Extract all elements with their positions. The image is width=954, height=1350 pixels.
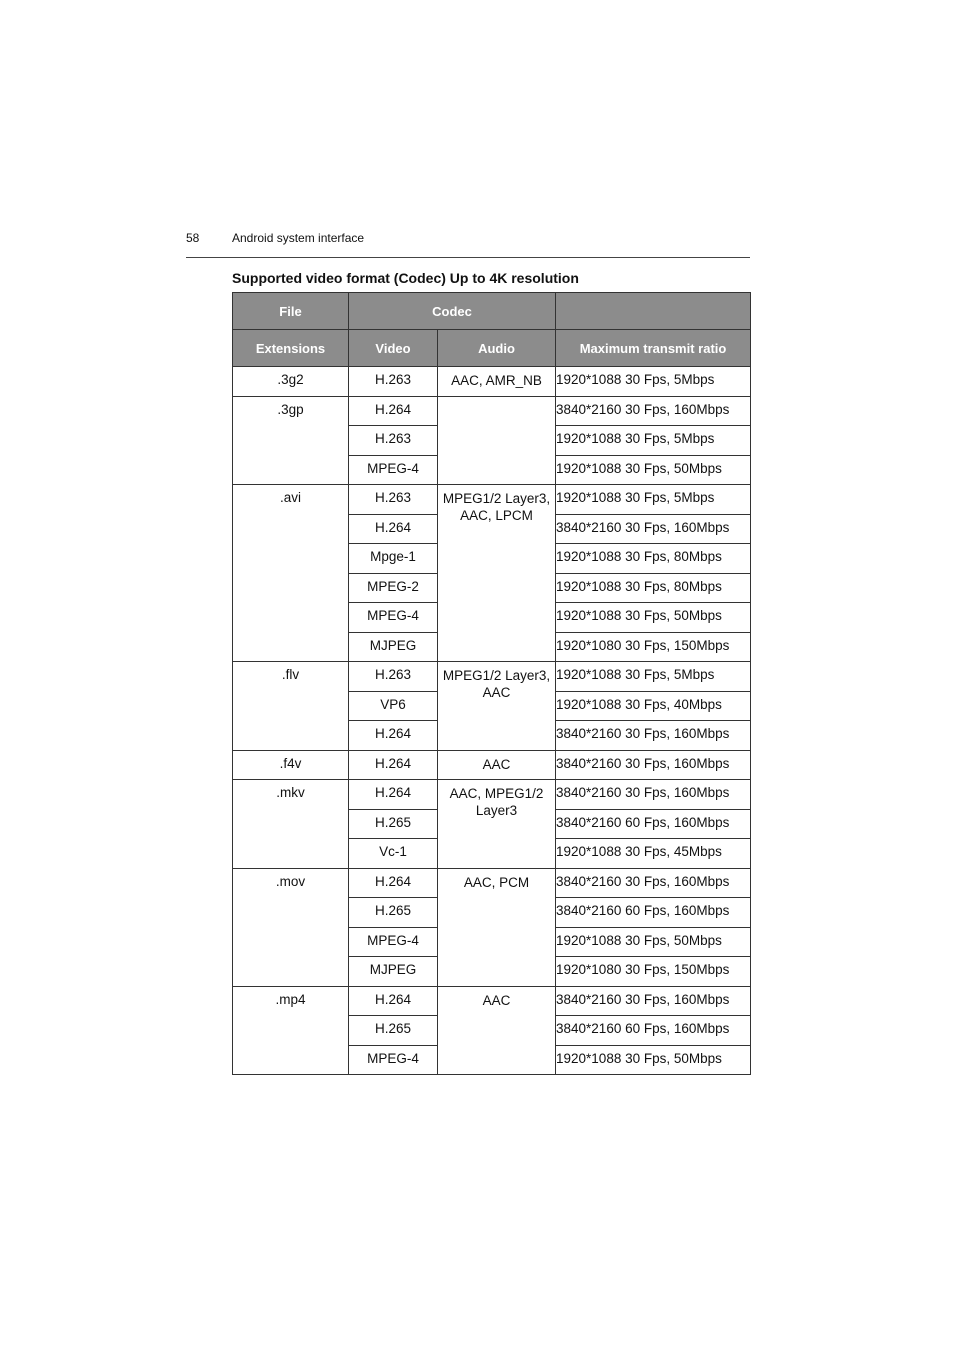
- video-cell: MPEG-4: [349, 603, 438, 633]
- header-video: Video: [349, 330, 438, 367]
- header-row-2: [233, 330, 751, 367]
- header-ratio: Maximum transmit ratio: [556, 330, 751, 367]
- video-cell: H.265: [349, 809, 438, 839]
- table-row: [233, 662, 751, 692]
- extension-cell: .mkv: [233, 780, 349, 869]
- ratio-cell: 3840*2160 60 Fps, 160Mbps: [556, 809, 751, 839]
- table-row: [233, 367, 751, 397]
- ratio-cell: 3840*2160 30 Fps, 160Mbps: [556, 514, 751, 544]
- video-cell: H.264: [349, 868, 438, 898]
- ratio-cell: 1920*1088 30 Fps, 80Mbps: [556, 573, 751, 603]
- audio-cell: [438, 396, 556, 485]
- ratio-cell: 1920*1088 30 Fps, 5Mbps: [556, 485, 751, 515]
- ratio-cell: 1920*1088 30 Fps, 80Mbps: [556, 544, 751, 574]
- video-cell: MJPEG: [349, 957, 438, 987]
- ratio-cell: 3840*2160 30 Fps, 160Mbps: [556, 780, 751, 810]
- ratio-cell: 1920*1088 30 Fps, 50Mbps: [556, 455, 751, 485]
- audio-cell: MPEG1/2 Layer3, AAC: [438, 662, 556, 751]
- page-header: [186, 229, 750, 258]
- extension-cell: .flv: [233, 662, 349, 751]
- extension-cell: .avi: [233, 485, 349, 662]
- extension-cell: .f4v: [233, 750, 349, 780]
- video-cell: MJPEG: [349, 632, 438, 662]
- table-row: [233, 750, 751, 780]
- table-row: [233, 485, 751, 515]
- ratio-cell: 3840*2160 30 Fps, 160Mbps: [556, 986, 751, 1016]
- table-body: [233, 367, 751, 1075]
- header-file: File: [233, 293, 349, 330]
- ratio-cell: 3840*2160 60 Fps, 160Mbps: [556, 1016, 751, 1046]
- ratio-cell: 1920*1088 30 Fps, 40Mbps: [556, 691, 751, 721]
- ratio-cell: 1920*1080 30 Fps, 150Mbps: [556, 957, 751, 987]
- header-extensions: Extensions: [233, 330, 349, 367]
- ratio-cell: 1920*1088 30 Fps, 5Mbps: [556, 367, 751, 397]
- video-cell: H.264: [349, 780, 438, 810]
- header-title: Android system interface: [232, 231, 365, 245]
- ratio-cell: 3840*2160 30 Fps, 160Mbps: [556, 750, 751, 780]
- ratio-cell: 1920*1088 30 Fps, 50Mbps: [556, 1045, 751, 1075]
- ratio-cell: 1920*1080 30 Fps, 150Mbps: [556, 632, 751, 662]
- video-cell: H.264: [349, 750, 438, 780]
- ratio-cell: 1920*1088 30 Fps, 50Mbps: [556, 603, 751, 633]
- audio-cell: MPEG1/2 Layer3, AAC, LPCM: [438, 485, 556, 662]
- video-cell: H.263: [349, 485, 438, 515]
- video-cell: MPEG-4: [349, 455, 438, 485]
- table-caption: Supported video format (Codec) Up to 4K resolution: [232, 270, 579, 286]
- audio-cell: AAC, MPEG1/2 Layer3: [438, 780, 556, 869]
- extension-cell: .3gp: [233, 396, 349, 485]
- ratio-cell: 3840*2160 30 Fps, 160Mbps: [556, 721, 751, 751]
- table-row: [233, 986, 751, 1016]
- video-cell: H.264: [349, 396, 438, 426]
- ratio-cell: 1920*1088 30 Fps, 5Mbps: [556, 662, 751, 692]
- video-cell: H.264: [349, 986, 438, 1016]
- video-cell: MPEG-4: [349, 927, 438, 957]
- ratio-cell: 1920*1088 30 Fps, 5Mbps: [556, 426, 751, 456]
- video-cell: H.264: [349, 514, 438, 544]
- table-row: [233, 780, 751, 810]
- video-cell: H.263: [349, 662, 438, 692]
- extension-cell: .mp4: [233, 986, 349, 1075]
- audio-cell: AAC: [438, 750, 556, 780]
- header-row-1: [233, 293, 751, 330]
- extension-cell: .mov: [233, 868, 349, 986]
- codec-table: [232, 292, 751, 1075]
- video-cell: H.265: [349, 1016, 438, 1046]
- ratio-cell: 1920*1088 30 Fps, 45Mbps: [556, 839, 751, 869]
- header-codec: Codec: [349, 293, 556, 330]
- video-cell: Mpge-1: [349, 544, 438, 574]
- video-cell: VP6: [349, 691, 438, 721]
- header-audio: Audio: [438, 330, 556, 367]
- audio-cell: AAC, AMR_NB: [438, 367, 556, 397]
- ratio-cell: 3840*2160 30 Fps, 160Mbps: [556, 868, 751, 898]
- ratio-cell: 3840*2160 30 Fps, 160Mbps: [556, 396, 751, 426]
- video-cell: MPEG-4: [349, 1045, 438, 1075]
- extension-cell: .3g2: [233, 367, 349, 397]
- video-cell: H.265: [349, 898, 438, 928]
- audio-cell: AAC: [438, 986, 556, 1075]
- video-cell: H.264: [349, 721, 438, 751]
- video-cell: Vc-1: [349, 839, 438, 869]
- video-cell: H.263: [349, 426, 438, 456]
- video-cell: MPEG-2: [349, 573, 438, 603]
- header-blank: [556, 293, 751, 330]
- table-row: [233, 396, 751, 426]
- ratio-cell: 3840*2160 60 Fps, 160Mbps: [556, 898, 751, 928]
- page-number: 58: [186, 231, 200, 245]
- ratio-cell: 1920*1088 30 Fps, 50Mbps: [556, 927, 751, 957]
- table-row: [233, 868, 751, 898]
- video-cell: H.263: [349, 367, 438, 397]
- audio-cell: AAC, PCM: [438, 868, 556, 986]
